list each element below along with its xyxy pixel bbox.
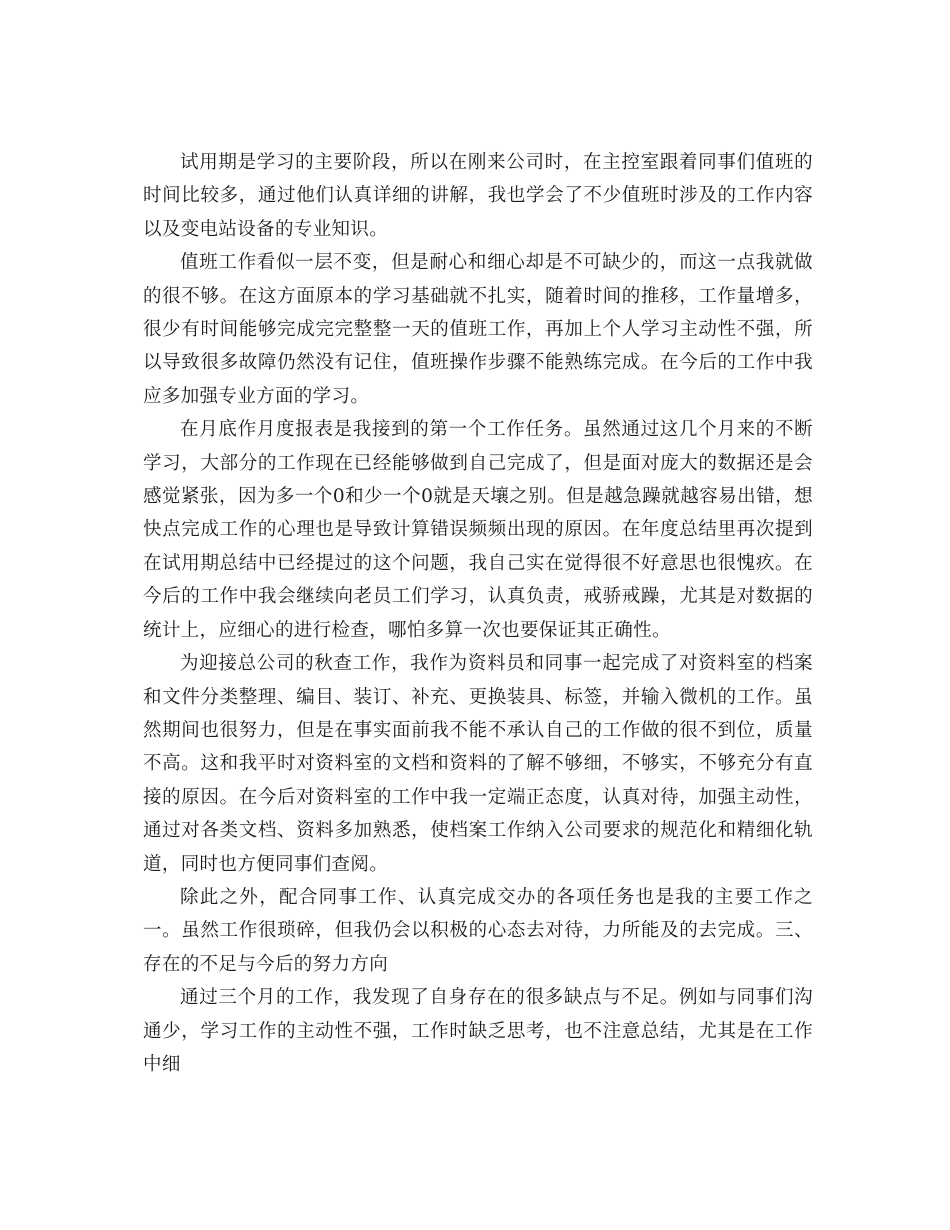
- paragraph-probation-study: 试用期是学习的主要阶段，所以在刚来公司时，在主控室跟着同事们值班的时间比较多，通过他们认真详细的讲解，我也学会了不少值班时涉及的工作内容以及变电站设备的专业知识。: [143, 152, 813, 240]
- paragraph-shortcomings: 通过三个月的工作，我发现了自身存在的很多缺点与不足。例如与同事们沟通少，学习工作的主动性不强，工作时缺乏思考，也不注意总结，尤其是在工作中细: [143, 987, 813, 1075]
- paragraph-other-tasks: 除此之外，配合同事工作、认真完成交办的各项任务也是我的主要工作之一。虽然工作很琐碎，但我仍会以积极的心态去对待，力所能及的去完成。三、存在的不足与今后的努力方向: [143, 886, 813, 975]
- paragraph-monthly-report: 在月底作月度报表是我接到的第一个工作任务。虽然通过这几个月来的不断学习，大部分的工作现在已经能够做到自己完成了，但是面对庞大的数据还是会感觉紧张，因为多一个0和少一个0就是天壤之别。但是越急躁就越容易出错，想快点完成工作的心理也是导致计算错误频频出现的原因。在年度总结里再次提到在试用期总结中已经提过的这个问题，我自己实在觉得很不好意思也很愧疚。在今后的工作中我会继续向老员工们学习，认真负责，戒骄戒躁，尤其是对数据的统计上，应细心的进行检查，哪怕多算一次也要保证其正确性。: [143, 419, 813, 641]
- document-body: [143, 146, 813, 1081]
- paragraph-archive-work: 为迎接总公司的秋查工作，我作为资料员和同事一起完成了对资料室的档案和文件分类整理、编目、装订、补充、更换装具、标签，并输入微机的工作。虽然期间也很努力，但是在事实面前我不能不承认自己的工作做的很不到位，质量不高。这和我平时对资料室的文档和资料的了解不够细，不够实，不够充分有直接的原因。在今后对资料室的工作中我一定端正态度，认真对待，加强主动性，通过对各类文档、资料多加熟悉，使档案工作纳入公司要求的规范化和精细化轨道，同时也方便同事们查阅。: [143, 653, 813, 875]
- paragraph-duty-work: 值班工作看似一层不变，但是耐心和细心却是不可缺少的，而这一点我就做的很不够。在这方面原本的学习基础就不扎实，随着时间的推移，工作量增多，很少有时间能够完成完完整整一天的值班工作，再加上个人学习主动性不强，所以导致很多故障仍然没有记住，值班操作步骤不能熟练完成。在今后的工作中我应多加强专业方面的学习。: [143, 252, 813, 407]
